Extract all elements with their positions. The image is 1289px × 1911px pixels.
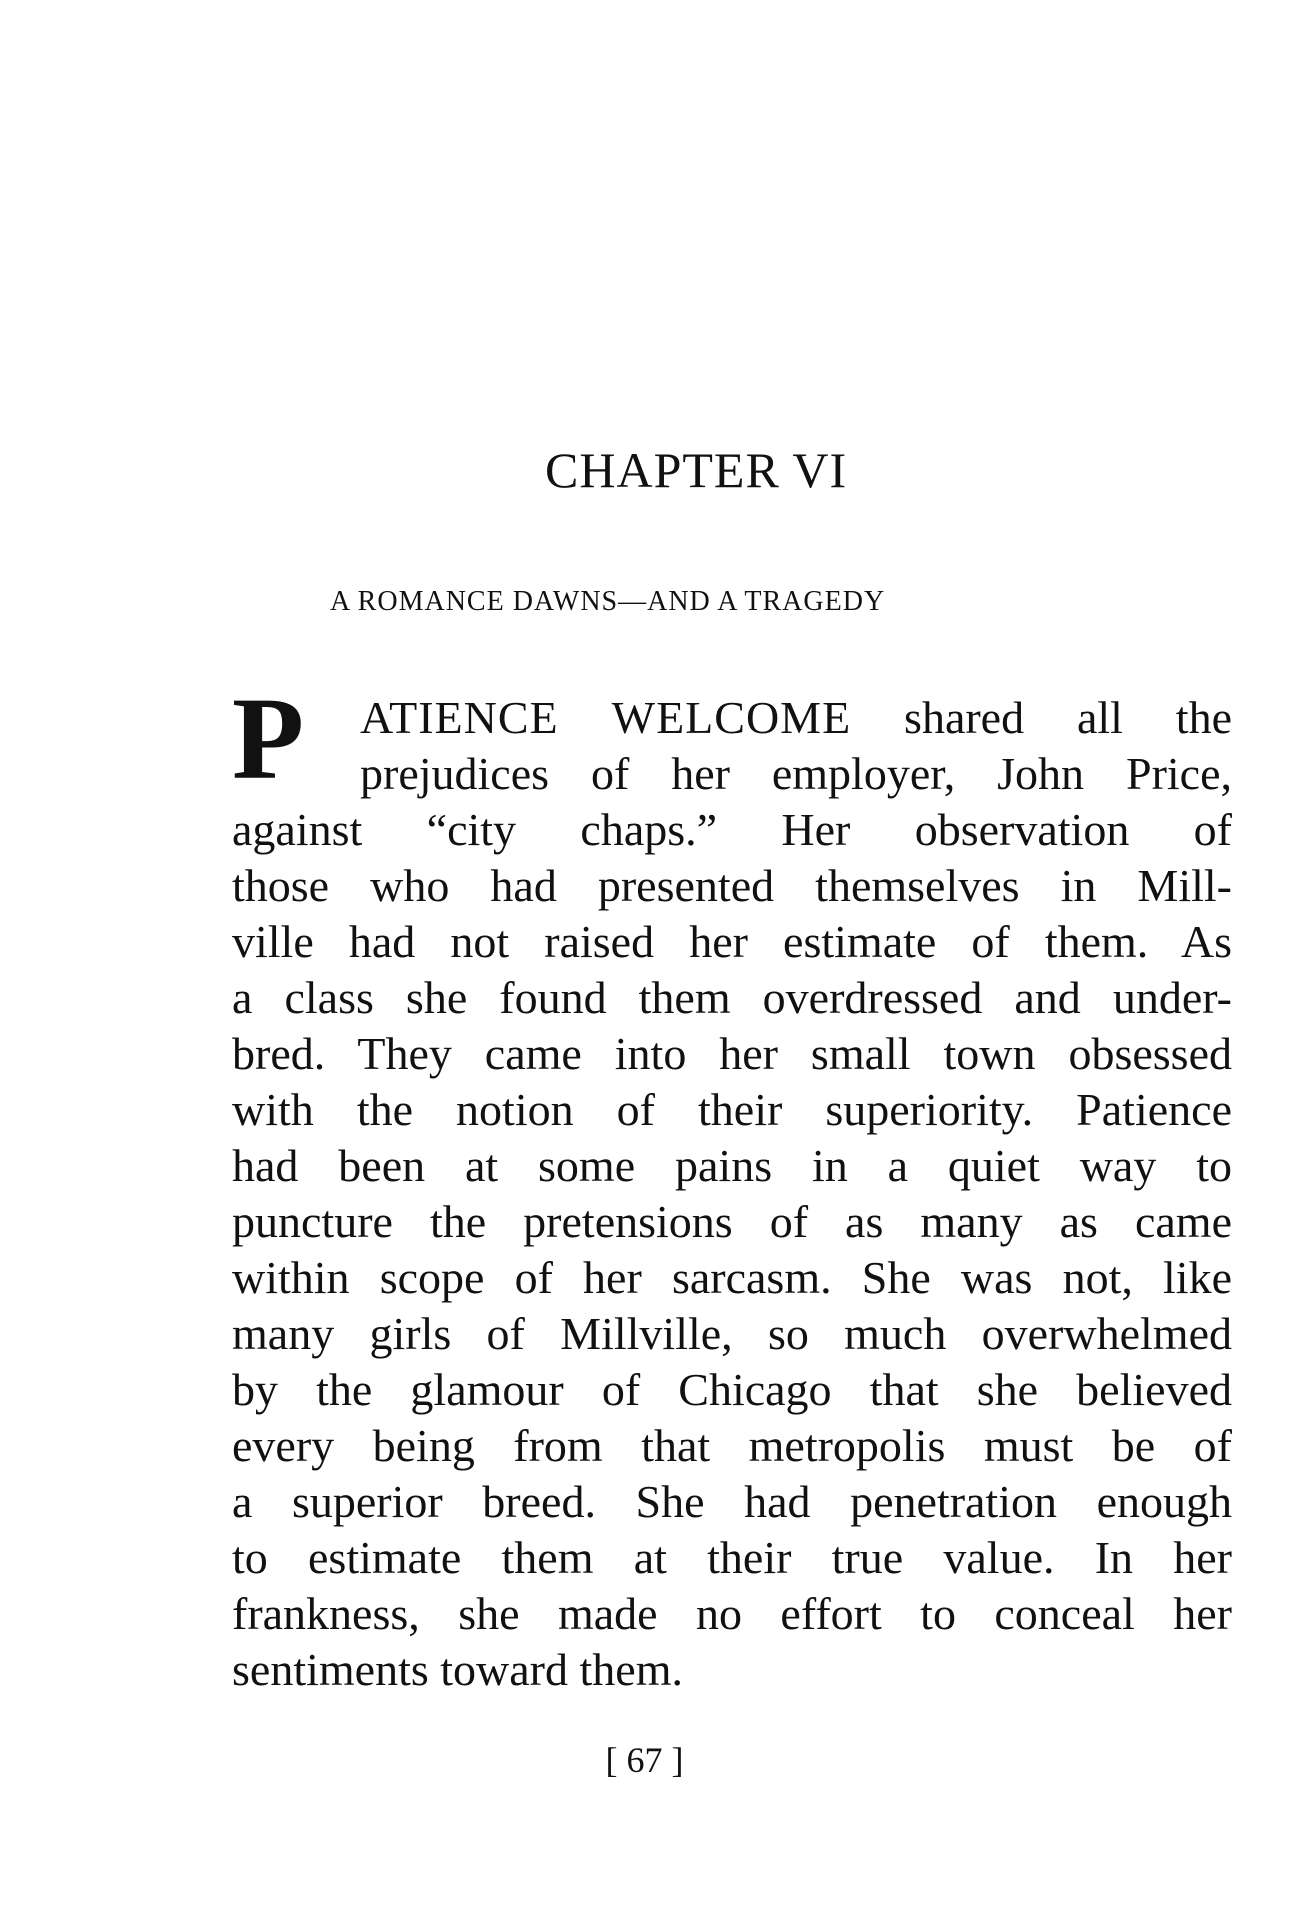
chapter-subtitle: A ROMANCE DAWNS—AND A TRAGEDY [330,586,886,617]
text-line: had been at some pains in a quiet way to [232,1140,1232,1191]
text-line: a superior breed. She had penetration enough [232,1476,1232,1527]
text-line: puncture the pretensions of as many as came [232,1196,1232,1247]
text-line: within scope of her sarcasm. She was not, like [232,1252,1232,1303]
text-line: ville had not raised her estimate of them. As [232,916,1232,967]
text-line: prejudices of her employer, John Price, [360,748,1232,799]
text-line: sentiments toward them. [232,1644,683,1695]
text-line: bred. They came into her small town obsessed [232,1028,1232,1079]
text-line: with the notion of their superiority. Patience [232,1084,1232,1135]
text-line: many girls of Millville, so much overwhelmed [232,1308,1232,1359]
text-line: those who had presented themselves in Mill- [232,860,1232,911]
text-line: by the glamour of Chicago that she believed [232,1364,1232,1415]
text-line [360,690,1232,746]
text-line: every being from that metropolis must be of [232,1420,1232,1471]
text-line: to estimate them at their true value. In her [232,1532,1232,1583]
text-line: a class she found them overdressed and under- [232,972,1232,1023]
drop-cap: P [232,673,305,804]
text-line: against “city chaps.” Her observation of [232,804,1232,855]
chapter-title: CHAPTER VI [545,442,848,498]
first-line-caps: ATIENCE WELCOME [360,692,852,743]
page-number: [ 67 ] [605,1740,684,1780]
first-line-rest: shared all the [851,692,1232,743]
text-line: frankness, she made no effort to conceal her [232,1588,1232,1639]
